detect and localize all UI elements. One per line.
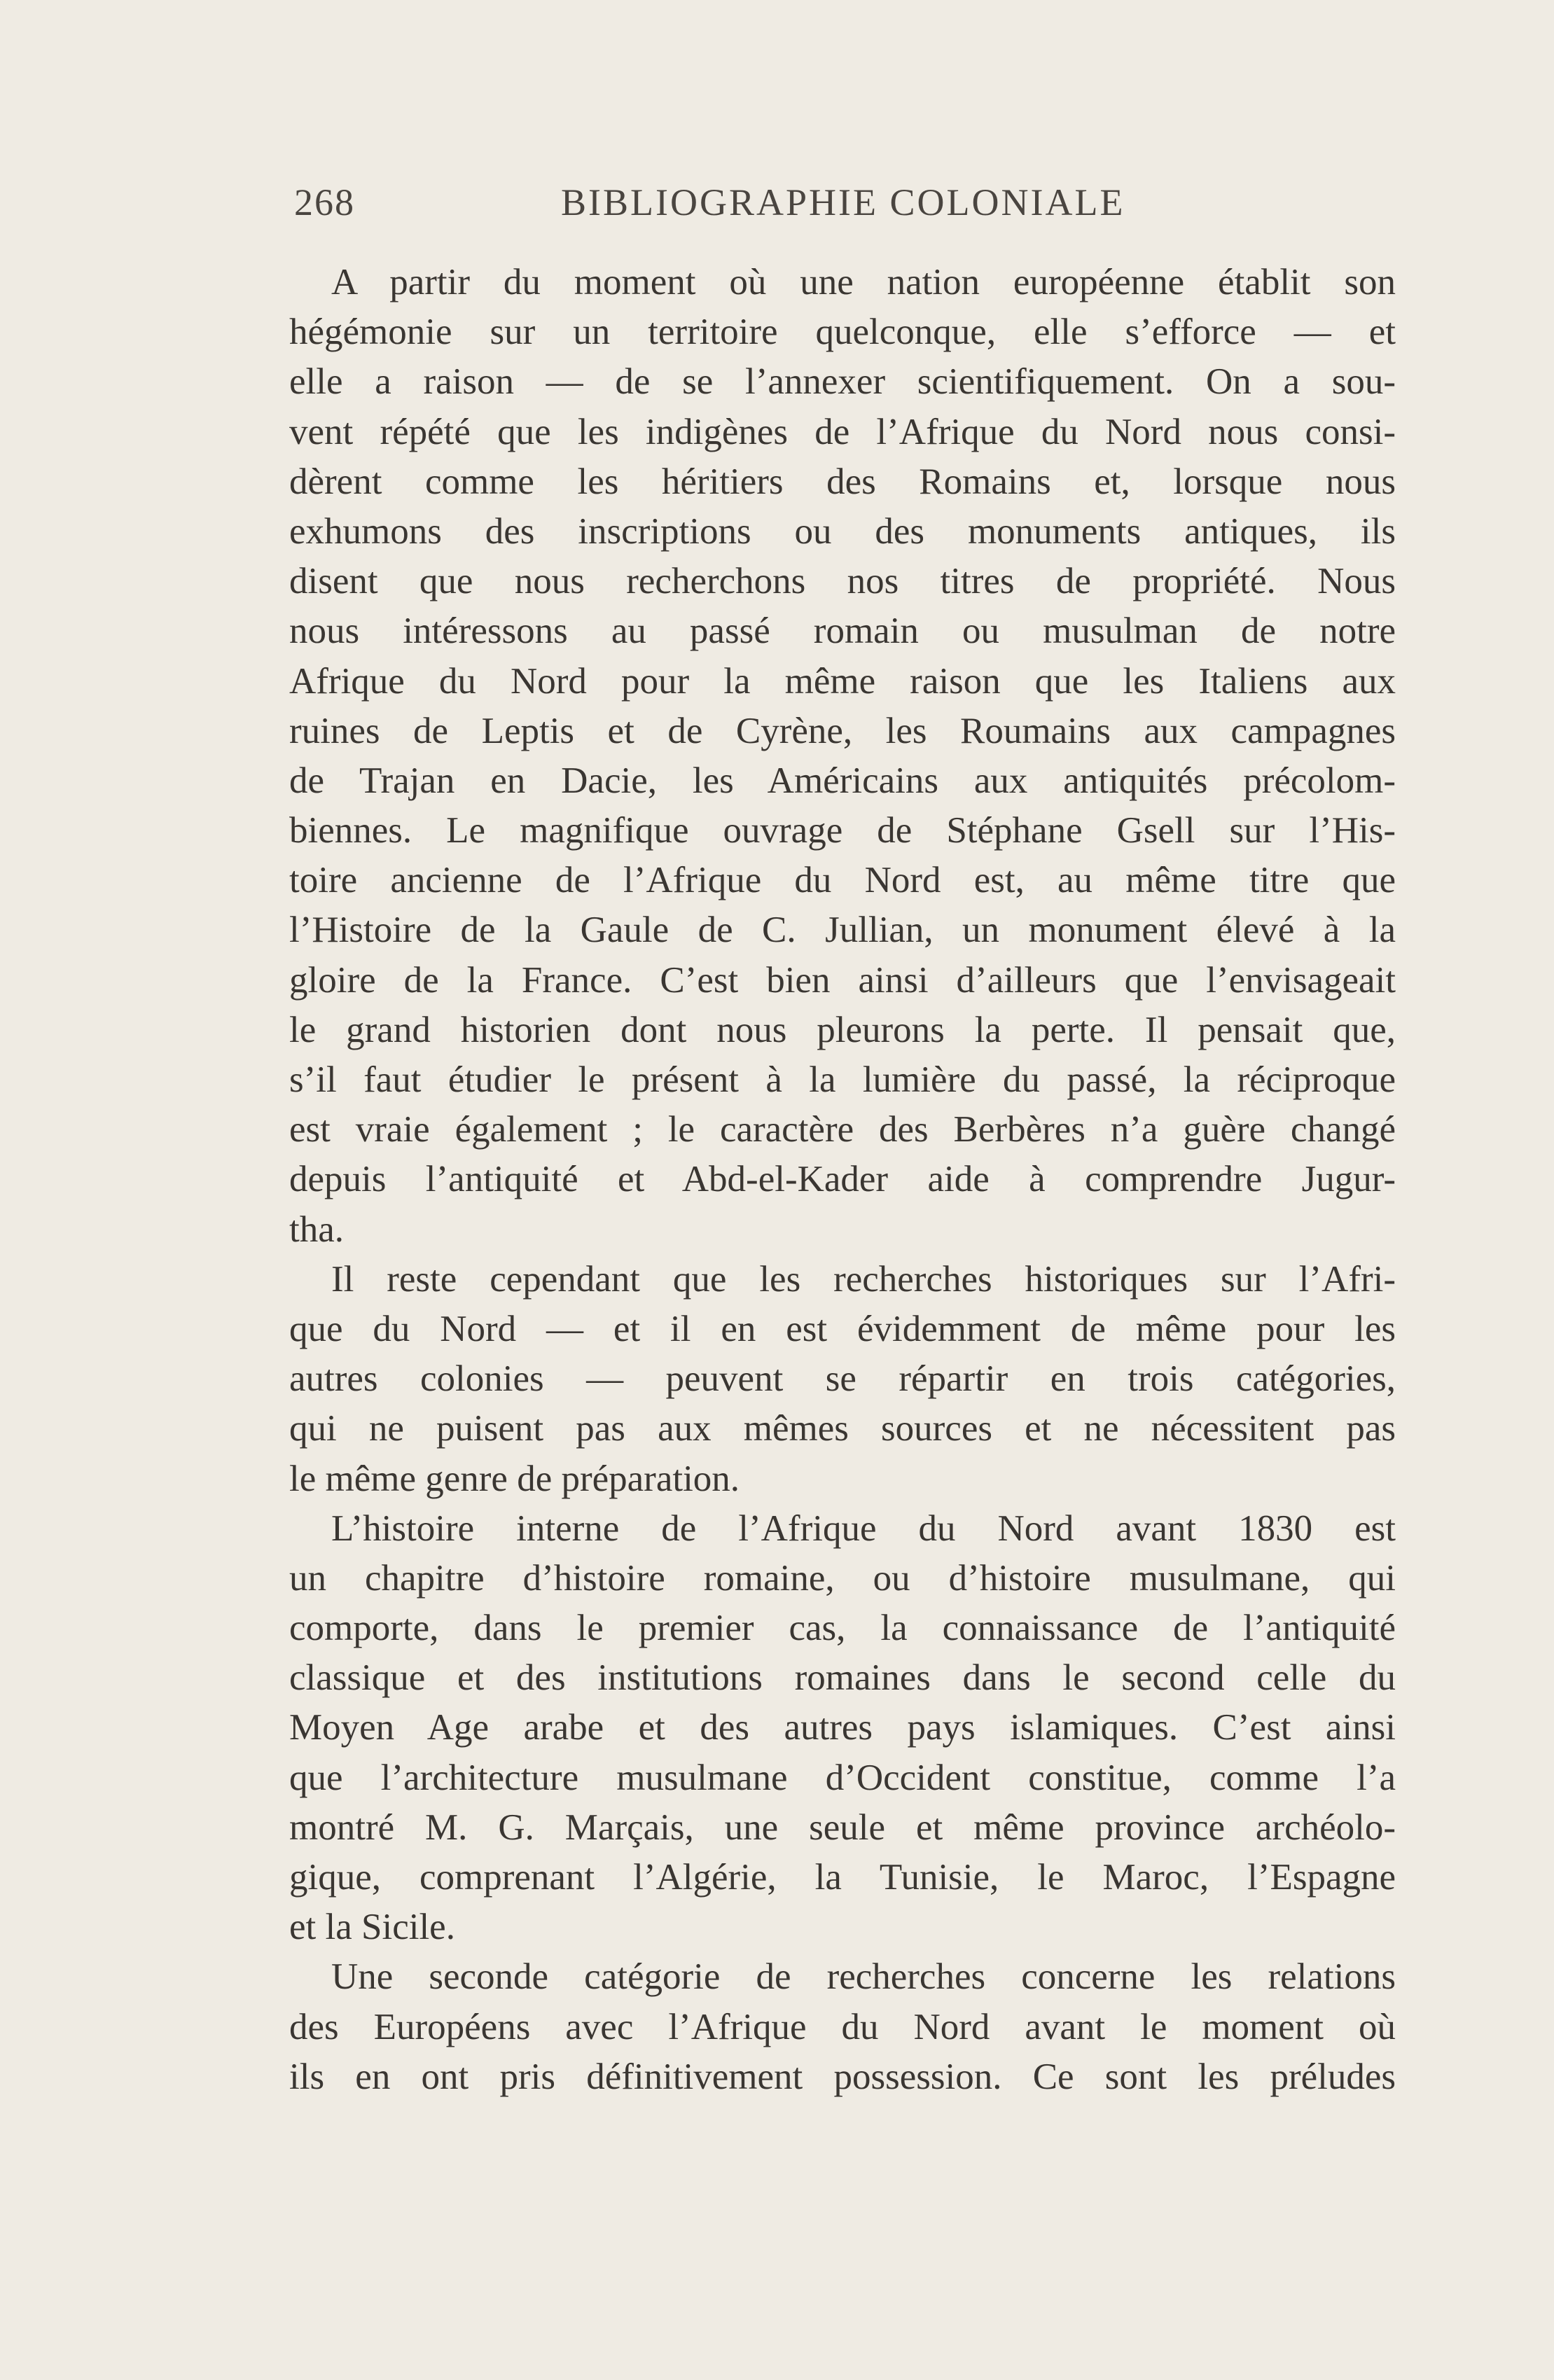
text-line: Il reste cependant que les recherches historiques sur l’Afri-: [331, 1258, 1396, 1300]
paragraph: [289, 1952, 1396, 2102]
text-line: ils en ont pris définitivement possession. Ce sont les préludes: [289, 2056, 1396, 2097]
paragraph: [289, 1504, 1396, 1953]
paragraph: [289, 1255, 1396, 1504]
text-line: l’Histoire de la Gaule de C. Jullian, un monument élevé à la: [289, 910, 1396, 951]
text-line: le même genre de préparation.: [289, 1458, 740, 1499]
text-line: dèrent comme les héritiers des Romains et, lorsque nous: [289, 461, 1396, 502]
text-line: disent que nous recherchons nos titres de propriété. Nous: [289, 561, 1396, 602]
text-line: qui ne puisent pas aux mêmes sources et ne nécessitent pas: [289, 1408, 1396, 1449]
text-line: des Européens avec l’Afrique du Nord avant le moment où: [289, 2006, 1396, 2047]
page-number: 268: [294, 181, 355, 223]
text-line: L’histoire interne de l’Afrique du Nord avant 1830 est: [331, 1508, 1396, 1549]
text-line: toire ancienne de l’Afrique du Nord est, au même titre que: [289, 860, 1396, 901]
text-line: autres colonies — peuvent se répartir en trois catégories,: [289, 1358, 1396, 1400]
text-line: et la Sicile.: [289, 1907, 455, 1948]
text-line: que du Nord — et il en est évidemment de même pour les: [289, 1308, 1396, 1349]
text-line: un chapitre d’histoire romaine, ou d’histoire musulmane, qui: [289, 1557, 1396, 1599]
text-line: tha.: [289, 1209, 344, 1250]
text-line: comporte, dans le premier cas, la connaissance de l’antiquité: [289, 1608, 1396, 1649]
text-line: ruines de Leptis et de Cyrène, les Roumains aux campagnes: [289, 710, 1396, 751]
text-line: montré M. G. Marçais, une seule et même province archéolo-: [289, 1807, 1396, 1848]
text-line: gloire de la France. C’est bien ainsi d’ailleurs que l’envisageait: [289, 959, 1396, 1001]
text-line: Afrique du Nord pour la même raison que les Italiens aux: [289, 660, 1396, 702]
text-line: est vraie également ; le caractère des Berbères n’a guère changé: [289, 1109, 1396, 1150]
text-line: Une seconde catégorie de recherches concerne les relations: [331, 1956, 1396, 1998]
text-line: s’il faut étudier le présent à la lumière du passé, la réciproque: [289, 1059, 1396, 1100]
text-line: que l’architecture musulmane d’Occident constitue, comme l’a: [289, 1757, 1396, 1798]
paragraph: [289, 258, 1396, 1255]
text-line: vent répété que les indigènes de l’Afrique du Nord nous consi-: [289, 411, 1396, 452]
running-title: BIBLIOGRAPHIE COLONIALE: [561, 181, 1125, 223]
text-line: nous intéressons au passé romain ou musulman de notre: [289, 611, 1396, 652]
text-line: gique, comprenant l’Algérie, la Tunisie, le Maroc, l’Espagne: [289, 1857, 1396, 1898]
text-line: biennes. Le magnifique ouvrage de Stéphane Gsell sur l’His-: [289, 810, 1396, 851]
text-line: A partir du moment où une nation européenne établit son: [331, 262, 1396, 302]
text-line: hégémonie sur un territoire quelconque, elle s’efforce — et: [289, 312, 1396, 353]
text-line: elle a raison — de se l’annexer scientifiquement. On a sou-: [289, 361, 1396, 403]
running-head: [294, 181, 1390, 237]
text-line: exhumons des inscriptions ou des monuments antiques, ils: [289, 510, 1396, 552]
text-line: de Trajan en Dacie, les Américains aux antiquités précolom-: [289, 760, 1396, 801]
text-line: depuis l’antiquité et Abd-el-Kader aide à comprendre Jugur-: [289, 1159, 1396, 1200]
text-line: classique et des institutions romaines dans le second celle du: [289, 1657, 1396, 1699]
text-line: le grand historien dont nous pleurons la perte. Il pensait que,: [289, 1009, 1396, 1050]
text-line: Moyen Age arabe et des autres pays islamiques. C’est ainsi: [289, 1707, 1396, 1748]
body-text: [289, 258, 1396, 2102]
